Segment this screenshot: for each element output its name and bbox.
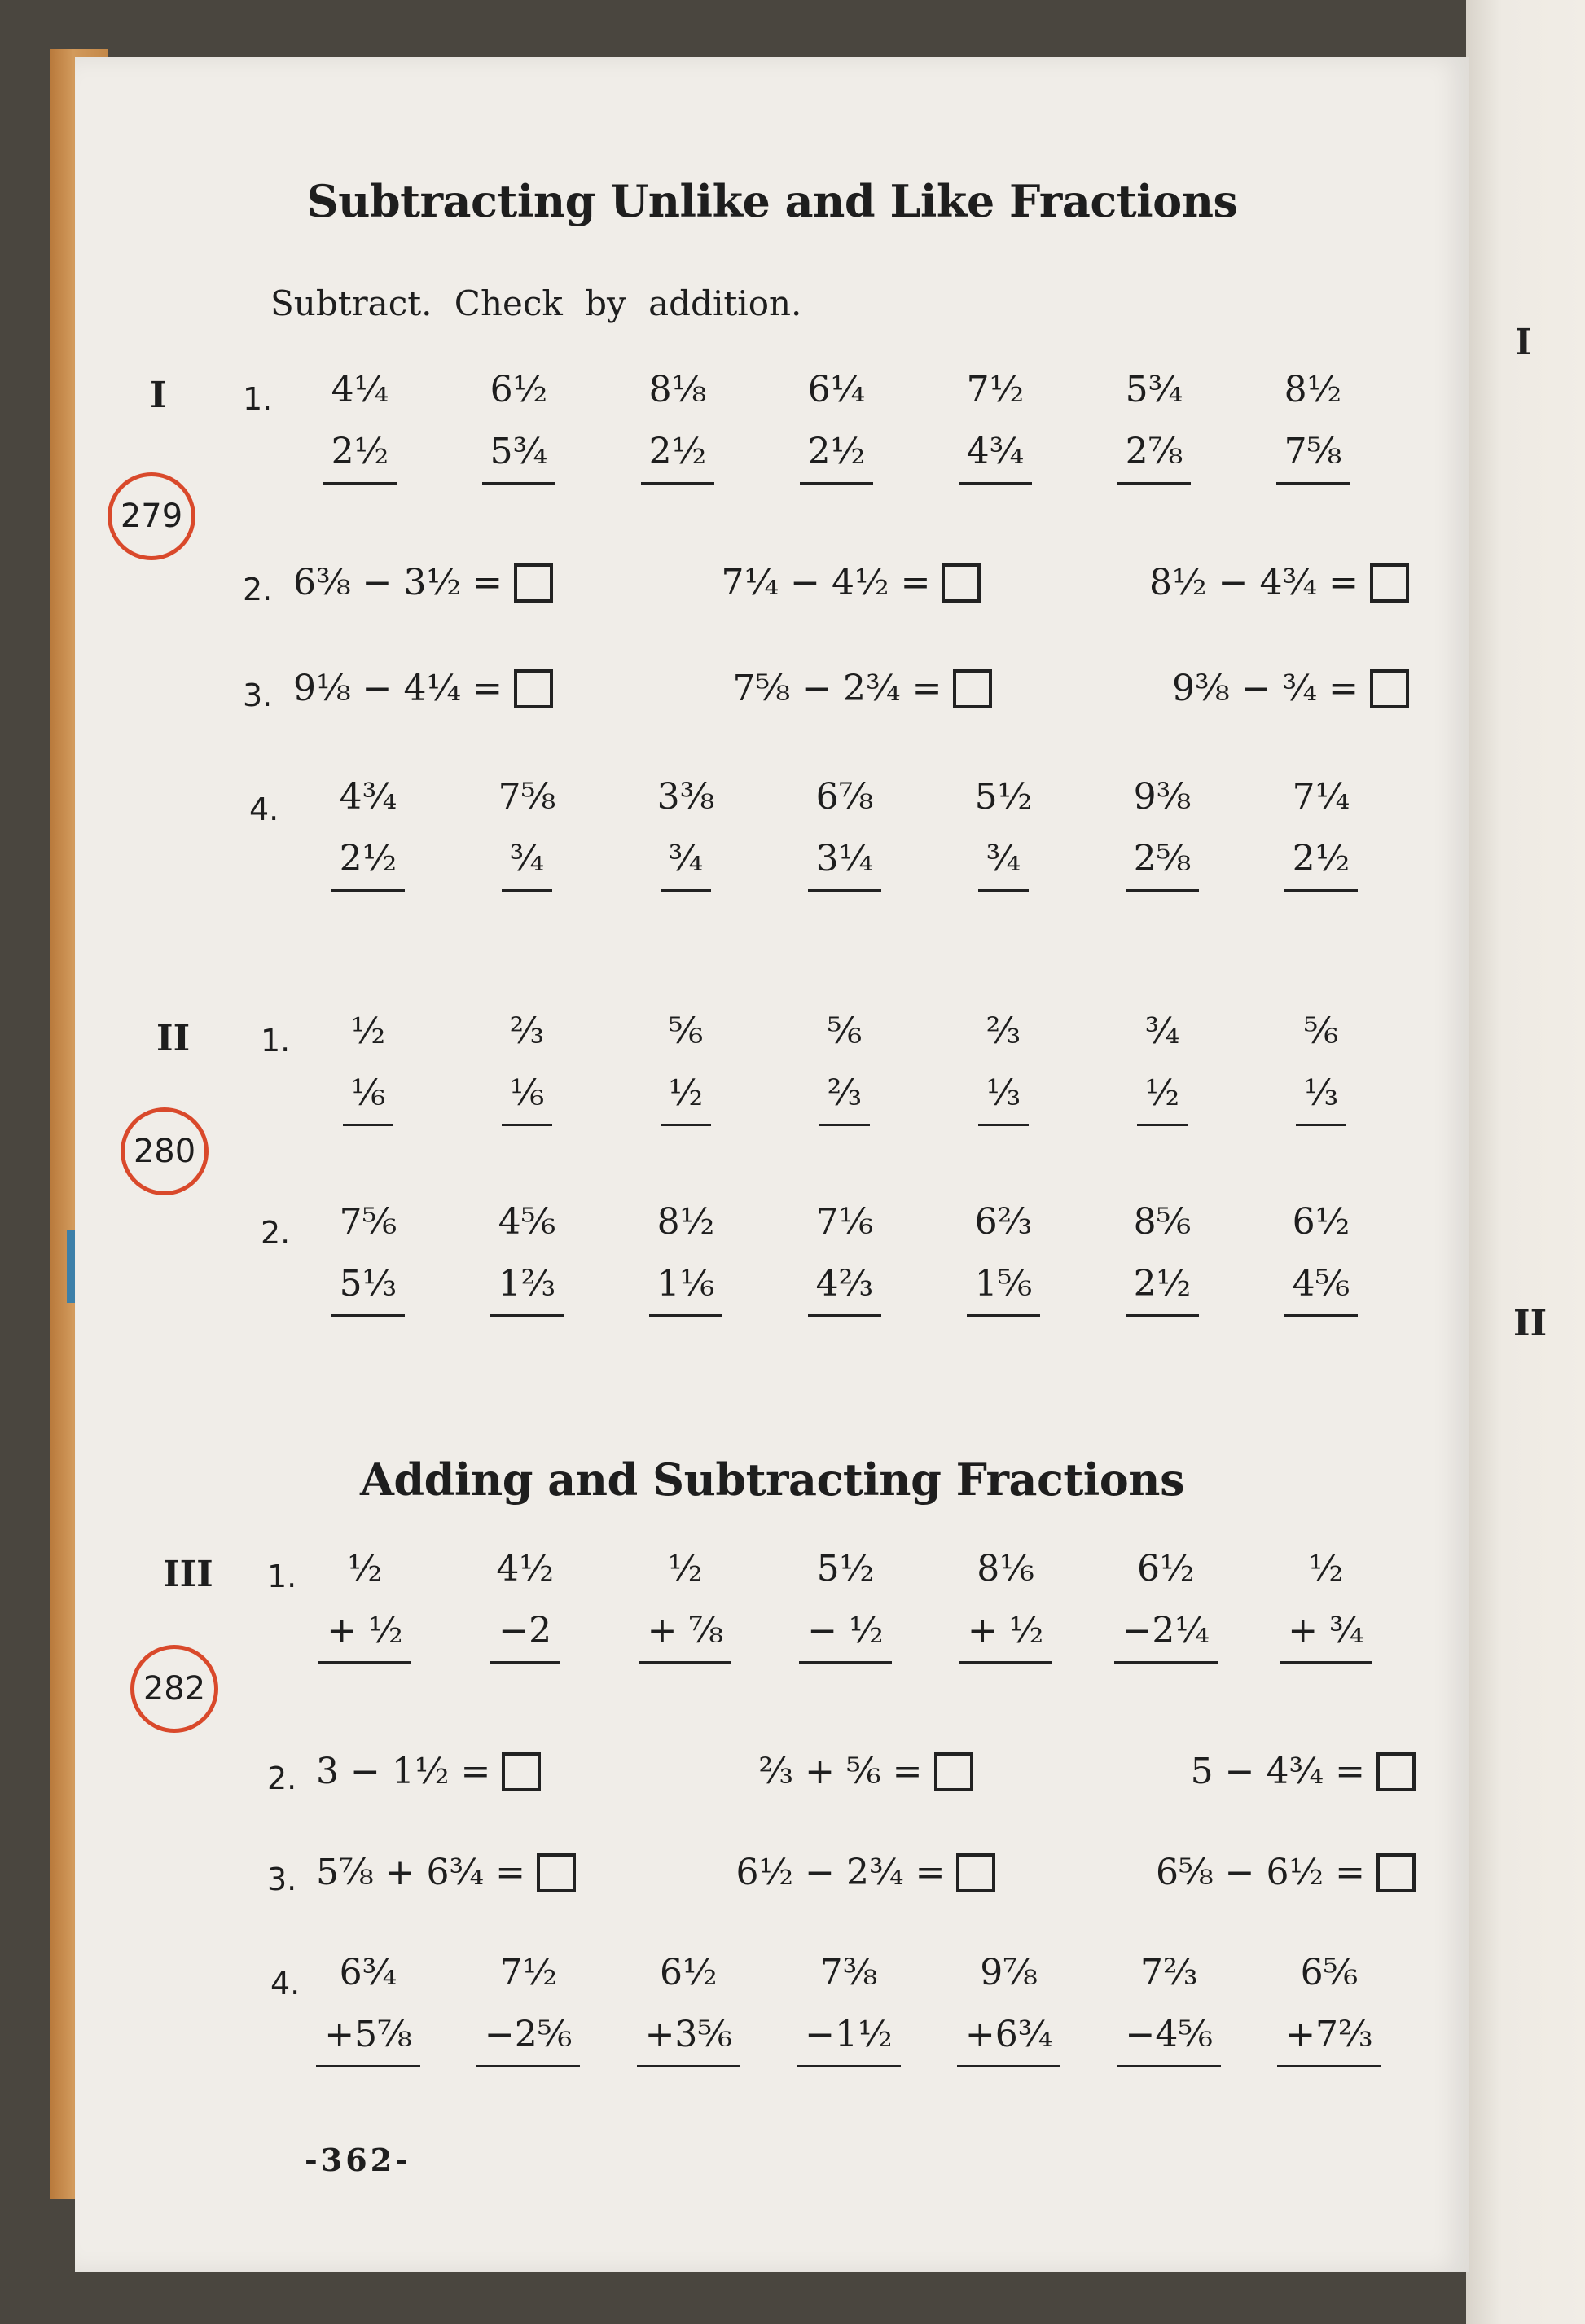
minuend: 5¾ bbox=[1125, 368, 1183, 410]
vertical-problem bbox=[960, 1941, 1058, 2067]
second-term: +3⅚ bbox=[637, 2003, 741, 2067]
facing-page-marker-2: II bbox=[1513, 1303, 1548, 1344]
problem-row-II-2 bbox=[319, 1191, 1370, 1317]
answer-box[interactable] bbox=[1370, 669, 1409, 708]
equation-text: 5⅞ + 6¾ = bbox=[316, 1852, 525, 1893]
equation bbox=[736, 1852, 996, 1893]
first-term: 6⅚ bbox=[1300, 1951, 1359, 1993]
subtrahend: 2⅝ bbox=[1126, 827, 1200, 892]
equation bbox=[759, 1751, 973, 1792]
problem-row-I-1 bbox=[311, 358, 1362, 485]
vertical-problem bbox=[480, 1941, 577, 2067]
problem-row-II-1 bbox=[319, 1000, 1370, 1126]
answer-box[interactable] bbox=[1376, 1752, 1416, 1791]
subtrahend: 7⅝ bbox=[1276, 420, 1350, 485]
vertical-problem bbox=[796, 1191, 893, 1317]
minuend: 8⅚ bbox=[1133, 1200, 1192, 1243]
second-term: + ½ bbox=[959, 1599, 1052, 1664]
minuend: 6¼ bbox=[807, 368, 866, 410]
equation-text: 9⅛ − 4¼ = bbox=[293, 668, 503, 709]
vertical-problem bbox=[470, 358, 568, 485]
problem-row-III-4 bbox=[319, 1941, 1378, 2067]
subtrahend: 5¾ bbox=[482, 420, 556, 485]
second-term: +6¾ bbox=[957, 2003, 1061, 2067]
vertical-problem bbox=[639, 1941, 737, 2067]
subtrahend: ⅓ bbox=[978, 1062, 1030, 1126]
vertical-problem bbox=[319, 1000, 417, 1126]
vertical-problem bbox=[478, 1191, 576, 1317]
row-number: 2. bbox=[243, 572, 273, 607]
minuend: 7⅝ bbox=[498, 775, 556, 818]
vertical-problem bbox=[797, 1537, 894, 1664]
answer-box[interactable] bbox=[1370, 563, 1409, 603]
section-ref-number: 282 bbox=[143, 1670, 206, 1708]
equation bbox=[1156, 1852, 1416, 1893]
vertical-problem bbox=[319, 765, 417, 892]
vertical-problem bbox=[1272, 1000, 1370, 1126]
row-number: 4. bbox=[249, 791, 279, 827]
answer-box[interactable] bbox=[502, 1752, 541, 1791]
subtrahend: 2½ bbox=[323, 420, 397, 485]
subtrahend: ⅔ bbox=[819, 1062, 871, 1126]
first-term: 6½ bbox=[659, 1951, 718, 1993]
subtrahend: 4⅔ bbox=[808, 1252, 882, 1317]
second-term: −2⅚ bbox=[476, 2003, 581, 2067]
vertical-problem bbox=[316, 1537, 414, 1664]
vertical-problem bbox=[478, 765, 576, 892]
first-term: 6½ bbox=[1136, 1547, 1195, 1590]
equation bbox=[722, 562, 981, 603]
minuend: ½ bbox=[350, 1010, 386, 1052]
section-label-II: II bbox=[156, 1018, 191, 1059]
minuend: 9⅜ bbox=[1133, 775, 1192, 818]
vertical-problem bbox=[1264, 358, 1362, 485]
first-term: ½ bbox=[667, 1547, 703, 1590]
subtrahend: ⅙ bbox=[502, 1062, 553, 1126]
answer-box[interactable] bbox=[514, 563, 553, 603]
vertical-problem bbox=[636, 1537, 734, 1664]
equation-text: 6⅜ − 3½ = bbox=[293, 562, 503, 603]
minuend: 8½ bbox=[656, 1200, 715, 1243]
subtrahend: 5⅓ bbox=[331, 1252, 406, 1317]
minuend: 8½ bbox=[1284, 368, 1342, 410]
subtrahend: 2½ bbox=[800, 420, 874, 485]
page-title: Subtracting Unlike and Like Fractions bbox=[306, 175, 1238, 227]
equation bbox=[316, 1852, 576, 1893]
first-term: 4½ bbox=[496, 1547, 554, 1590]
subtrahend: ½ bbox=[661, 1062, 712, 1126]
equation-text: 6⅝ − 6½ = bbox=[1156, 1852, 1365, 1893]
minuend: ⅔ bbox=[509, 1010, 545, 1052]
row-number: 2. bbox=[267, 1761, 297, 1796]
equation-row-I-3 bbox=[293, 668, 1409, 709]
vertical-problem bbox=[1272, 765, 1370, 892]
second-term: −2 bbox=[490, 1599, 560, 1664]
section-label-I: I bbox=[150, 375, 167, 416]
first-term: 6¾ bbox=[339, 1951, 397, 1993]
problem-row-I-4 bbox=[319, 765, 1370, 892]
subtrahend: 4⅚ bbox=[1284, 1252, 1359, 1317]
row-number: 1. bbox=[261, 1023, 291, 1059]
instructions: Subtract. Check by addition. bbox=[270, 283, 802, 323]
subtrahend: 3¼ bbox=[808, 827, 882, 892]
second-term: −2¼ bbox=[1114, 1599, 1218, 1664]
subtrahend: 2½ bbox=[331, 827, 406, 892]
vertical-problem bbox=[637, 1000, 735, 1126]
row-number: 4. bbox=[270, 1966, 301, 2002]
subtrahend: 1⅔ bbox=[490, 1252, 564, 1317]
facing-page-marker-1: I bbox=[1515, 322, 1532, 363]
section-ref-circle-I bbox=[108, 472, 195, 560]
minuend: ⅚ bbox=[827, 1010, 863, 1052]
row-number: 1. bbox=[267, 1559, 297, 1594]
section-ref-number: 280 bbox=[133, 1133, 196, 1170]
second-term: −1½ bbox=[797, 2003, 901, 2067]
equation-row-III-3 bbox=[316, 1852, 1416, 1893]
vertical-problem bbox=[957, 1537, 1055, 1664]
second-term: + ¾ bbox=[1280, 1599, 1372, 1664]
second-term: −4⅚ bbox=[1117, 2003, 1222, 2067]
vertical-problem bbox=[1105, 358, 1203, 485]
vertical-problem bbox=[319, 1191, 417, 1317]
minuend: 6⅞ bbox=[815, 775, 874, 818]
section-title: Adding and Subtracting Fractions bbox=[360, 1454, 1184, 1506]
subtrahend: ¾ bbox=[978, 827, 1030, 892]
vertical-problem bbox=[1280, 1941, 1378, 2067]
vertical-problem bbox=[629, 358, 727, 485]
subtrahend: ⅓ bbox=[1296, 1062, 1347, 1126]
subtrahend: 4¾ bbox=[959, 420, 1033, 485]
first-term: ½ bbox=[347, 1547, 383, 1590]
minuend: 7⅙ bbox=[815, 1200, 874, 1243]
vertical-problem bbox=[946, 358, 1044, 485]
answer-box[interactable] bbox=[934, 1752, 973, 1791]
minuend: ⅚ bbox=[668, 1010, 704, 1052]
minuend: 8⅛ bbox=[648, 368, 707, 410]
equation bbox=[293, 562, 553, 603]
second-term: +7⅔ bbox=[1277, 2003, 1381, 2067]
subtrahend: 2½ bbox=[1284, 827, 1359, 892]
minuend: 6⅔ bbox=[974, 1200, 1033, 1243]
second-term: + ⅞ bbox=[639, 1599, 732, 1664]
subtrahend: ¾ bbox=[502, 827, 553, 892]
equation-text: 7⅝ − 2¾ = bbox=[732, 668, 942, 709]
vertical-problem bbox=[955, 1000, 1052, 1126]
minuend: 7½ bbox=[966, 368, 1025, 410]
row-number: 2. bbox=[261, 1215, 291, 1251]
vertical-problem bbox=[955, 765, 1052, 892]
minuend: ⅔ bbox=[986, 1010, 1021, 1052]
first-term: 8⅙ bbox=[977, 1547, 1034, 1590]
section-ref-circle-II bbox=[121, 1107, 209, 1195]
problem-row-III-1 bbox=[316, 1537, 1375, 1664]
equation-text: 5 − 4¾ = bbox=[1190, 1751, 1365, 1792]
equation-text: 3 − 1½ = bbox=[316, 1751, 491, 1792]
equation-row-I-2 bbox=[293, 562, 1409, 603]
vertical-problem bbox=[955, 1191, 1052, 1317]
vertical-problem bbox=[637, 1191, 735, 1317]
subtrahend: 1⅚ bbox=[967, 1252, 1041, 1317]
vertical-problem bbox=[1117, 1537, 1214, 1664]
answer-box[interactable] bbox=[953, 669, 992, 708]
vertical-problem bbox=[800, 1941, 898, 2067]
vertical-problem bbox=[788, 358, 885, 485]
minuend: ¾ bbox=[1144, 1010, 1180, 1052]
subtrahend: ¾ bbox=[661, 827, 712, 892]
first-term: ½ bbox=[1308, 1547, 1344, 1590]
row-number: 3. bbox=[243, 677, 273, 713]
vertical-problem bbox=[478, 1000, 576, 1126]
subtrahend: 2½ bbox=[641, 420, 715, 485]
first-term: 9⅞ bbox=[980, 1951, 1038, 1993]
section-ref-circle-III bbox=[130, 1645, 218, 1733]
vertical-problem bbox=[637, 765, 735, 892]
equation bbox=[293, 668, 553, 709]
vertical-problem bbox=[1113, 1191, 1211, 1317]
book-page bbox=[75, 57, 1469, 2272]
subtrahend: 2⅞ bbox=[1117, 420, 1192, 485]
equation-text: 6½ − 2¾ = bbox=[735, 1852, 946, 1893]
vertical-problem bbox=[319, 1941, 417, 2067]
first-term: 7⅜ bbox=[819, 1951, 878, 1993]
equation bbox=[316, 1751, 541, 1792]
section-label-III: III bbox=[163, 1554, 213, 1595]
first-term: 7½ bbox=[499, 1951, 557, 1993]
vertical-problem bbox=[476, 1537, 574, 1664]
vertical-problem bbox=[796, 1000, 893, 1126]
answer-box[interactable] bbox=[942, 563, 981, 603]
answer-box[interactable] bbox=[956, 1853, 995, 1892]
minuend: 5½ bbox=[974, 775, 1033, 818]
minuend: 6½ bbox=[1292, 1200, 1350, 1243]
row-number: 1. bbox=[243, 381, 273, 417]
subtrahend: 2½ bbox=[1126, 1252, 1200, 1317]
second-term: − ½ bbox=[799, 1599, 892, 1664]
first-term: 7⅔ bbox=[1139, 1951, 1198, 1993]
equation-text: 7¼ − 4½ = bbox=[721, 562, 931, 603]
equation bbox=[1149, 562, 1409, 603]
subtrahend: ⅙ bbox=[343, 1062, 394, 1126]
equation-text: 8½ − 4¾ = bbox=[1149, 562, 1359, 603]
equation bbox=[733, 668, 993, 709]
equation bbox=[1172, 668, 1409, 709]
first-term: 5½ bbox=[816, 1547, 875, 1590]
equation bbox=[1191, 1751, 1416, 1792]
vertical-problem bbox=[796, 765, 893, 892]
equation-text: 9⅜ − ¾ = bbox=[1172, 668, 1359, 709]
vertical-problem bbox=[311, 358, 409, 485]
vertical-problem bbox=[1272, 1191, 1370, 1317]
answer-box[interactable] bbox=[1376, 1853, 1416, 1892]
equation-text: ⅔ + ⅚ = bbox=[758, 1751, 923, 1792]
minuend: 4¾ bbox=[339, 775, 397, 818]
row-number: 3. bbox=[267, 1861, 297, 1897]
minuend: 7¼ bbox=[1292, 775, 1350, 818]
subtrahend: ½ bbox=[1137, 1062, 1188, 1126]
subtrahend: 1⅙ bbox=[649, 1252, 723, 1317]
minuend: ⅚ bbox=[1303, 1010, 1339, 1052]
minuend: 4⅚ bbox=[498, 1200, 556, 1243]
answer-box[interactable] bbox=[514, 669, 553, 708]
equation-row-III-2 bbox=[316, 1751, 1416, 1792]
page-number: -362- bbox=[305, 2142, 411, 2178]
minuend: 3⅜ bbox=[656, 775, 715, 818]
vertical-problem bbox=[1277, 1537, 1375, 1664]
minuend: 6½ bbox=[490, 368, 548, 410]
minuend: 4¼ bbox=[331, 368, 389, 410]
answer-box[interactable] bbox=[537, 1853, 576, 1892]
minuend: 7⅚ bbox=[339, 1200, 397, 1243]
vertical-problem bbox=[1113, 1000, 1211, 1126]
section-ref-number: 279 bbox=[120, 498, 183, 535]
facing-page bbox=[1466, 0, 1585, 2324]
vertical-problem bbox=[1120, 1941, 1218, 2067]
second-term: + ½ bbox=[318, 1599, 411, 1664]
vertical-problem bbox=[1113, 765, 1211, 892]
second-term: +5⅞ bbox=[316, 2003, 420, 2067]
